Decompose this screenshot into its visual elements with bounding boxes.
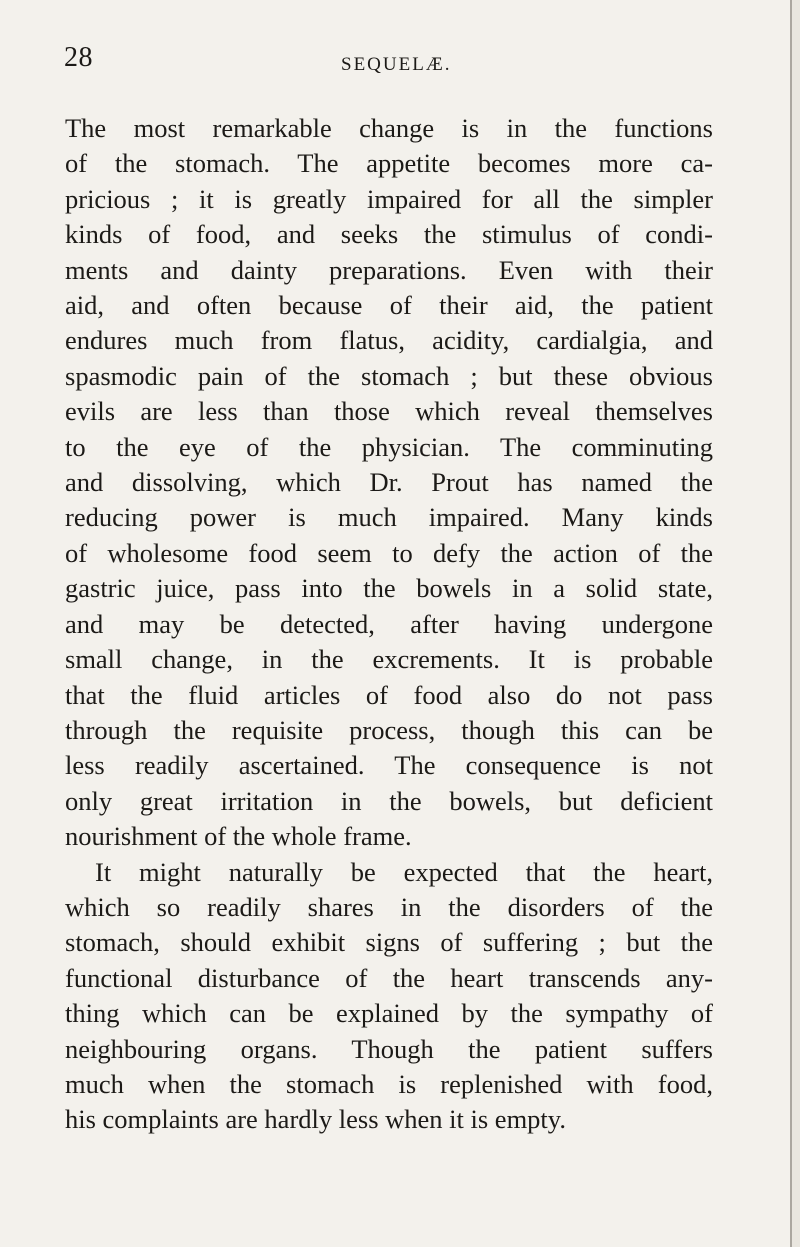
text-line: evils are less than those which reveal themselves [65,396,713,427]
text-line: only great irritation in the bowels, but deficient [65,785,713,816]
text-line: gastric juice, pass into the bowels in a solid state, [65,573,713,604]
text-line: of wholesome food seem to defy the action of the [65,537,713,568]
text-line: through the requisite process, though this can be [65,714,713,745]
text-line: kinds of food, and seeks the stimulus of condi- [65,219,713,250]
text-line: ments and dainty preparations. Even with their [65,254,713,285]
text-line: much when the stomach is replenished with food, [65,1068,713,1099]
text-line: small change, in the excrements. It is probable [65,644,713,675]
text-line: which so readily shares in the disorders of the [65,891,713,922]
text-line: nourishment of the whole frame. [65,821,412,852]
text-line: to the eye of the physician. The comminuting [65,431,713,462]
text-line: and may be detected, after having undergone [65,608,713,639]
page-edge-shadow [792,0,800,1247]
text-line: less readily ascertained. The consequence is not [65,750,713,781]
text-line: It might naturally be expected that the heart, [95,856,713,887]
text-line: neighbouring organs. Though the patient suffers [65,1033,713,1064]
page-edge-line [790,0,792,1247]
text-line: pricious ; it is greatly impaired for all the simpler [65,183,713,214]
text-line: The most remarkable change is in the functions [65,113,713,143]
text-line: endures much from flatus, acidity, cardialgia, and [65,325,713,356]
text-line: thing which can be explained by the sympathy of [65,998,713,1029]
text-line: his complaints are hardly less when it is empty. [65,1104,566,1135]
page-number: 28 [64,42,93,73]
text-line: stomach, should exhibit signs of suffering ; but the [65,927,713,958]
text-line: and dissolving, which Dr. Prout has named the [65,467,713,498]
text-line: that the fluid articles of food also do not pass [65,679,713,710]
text-line: functional disturbance of the heart transcends any- [65,962,713,993]
running-head: SEQUELÆ. [341,54,452,75]
text-line: spasmodic pain of the stomach ; but these obvious [65,360,713,391]
text-line: aid, and often because of their aid, the patient [65,290,713,321]
text-line: of the stomach. The appetite becomes more ca- [65,148,713,179]
text-line: reducing power is much impaired. Many kinds [65,502,713,533]
body-text [65,111,713,1138]
